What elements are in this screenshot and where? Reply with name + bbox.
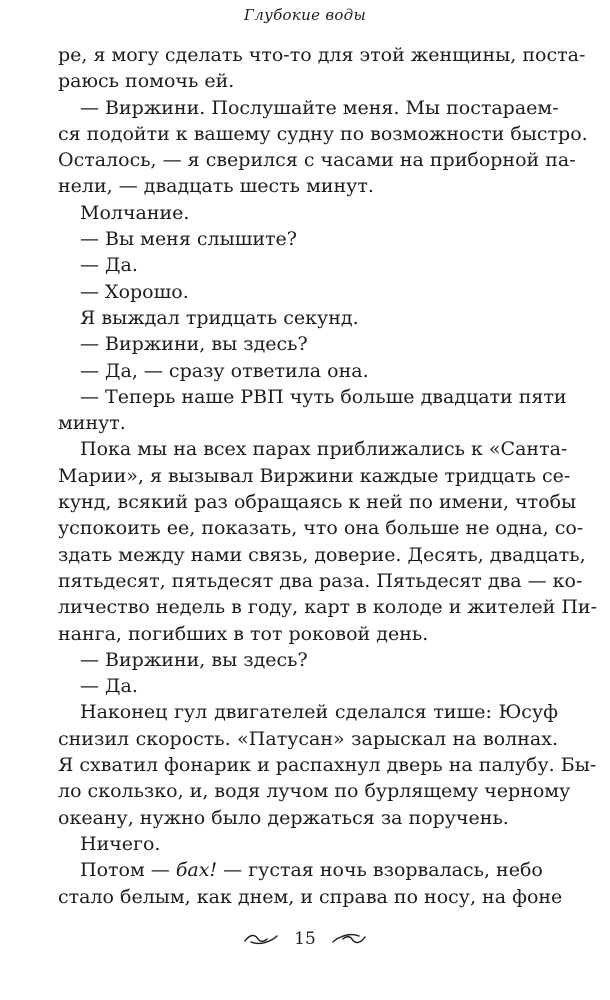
text-segment: — густая ночь взорвалась, небо: [223, 859, 543, 882]
text-line: кунд, всякий раз обращаясь к ней по имени, чтобы: [58, 491, 577, 514]
text-line: [58, 857, 558, 883]
text-line: нели, — двадцать шесть минут.: [58, 175, 374, 198]
text-line: ся подойти к вашему судну по возможности быстро.: [58, 122, 588, 145]
text-line: Марии», я вызывал Виржини каждые тридцать се-: [58, 464, 571, 487]
text-line: — Хорошо.: [80, 280, 189, 303]
text-line: — Виржини, вы здесь?: [80, 648, 308, 671]
text-line: пятьдесят, пятьдесят два раза. Пятьдесят два — ко-: [58, 569, 583, 592]
flourish-left-icon: [243, 932, 279, 946]
page-number: 15: [294, 928, 316, 949]
text-line: Я выждал тридцать секунд.: [80, 306, 359, 329]
text-line: Ничего.: [80, 832, 161, 855]
flourish-right-icon: [331, 932, 367, 946]
text-segment: Потом —: [80, 859, 170, 882]
text-line: Молчание.: [80, 201, 190, 224]
text-line: минут.: [58, 412, 126, 435]
text-line: раюсь помочь ей.: [58, 70, 235, 93]
running-header: Глубокие воды: [243, 6, 367, 24]
text-line: успокоить ее, показать, что она больше не одна, со-: [58, 517, 584, 540]
text-line: — Вы меня слышите?: [80, 228, 297, 251]
page-text: [58, 42, 597, 910]
text-line: — Виржини, вы здесь?: [80, 333, 308, 356]
text-line: здать между нами связь, доверие. Десять, двадцать,: [58, 543, 586, 566]
text-line: стало белым, как днем, и справа по носу, на фоне: [58, 885, 563, 908]
text-line: ре, я могу сделать что-то для этой женщины, поста-: [58, 44, 586, 66]
text-line: — Теперь наше РВП чуть больше двадцати пяти: [80, 385, 567, 408]
text-line: океану, нужно было держаться за поручень.: [58, 806, 509, 829]
italic-word: бах!: [175, 859, 218, 882]
page-footer: [0, 928, 610, 949]
text-line: Наконец гул двигателей сделался тише: Юсуф: [80, 701, 558, 724]
text-line: — Да.: [80, 254, 138, 277]
text-line: нанга, погибших в тот роковой день.: [58, 622, 429, 645]
text-line: — Да.: [80, 675, 138, 698]
text-line: — Да, — сразу ответила она.: [80, 359, 369, 382]
text-line: личество недель в году, карт в колоде и жителей Пи-: [58, 596, 597, 619]
text-line: Пока мы на всех парах приближались к «Санта-: [80, 438, 568, 461]
text-line: Я схватил фонарик и распахнул дверь на палубу. Бы-: [58, 754, 597, 777]
text-line: — Виржини. Послушайте меня. Мы постараем-: [80, 96, 559, 119]
text-line: снизил скорость. «Патусан» зарыскал на волнах.: [58, 727, 558, 750]
text-line: Осталось, — я сверился с часами на приборной па-: [58, 149, 576, 172]
text-line: ло скользко, и, водя лучом по бурлящему черному: [58, 780, 571, 803]
